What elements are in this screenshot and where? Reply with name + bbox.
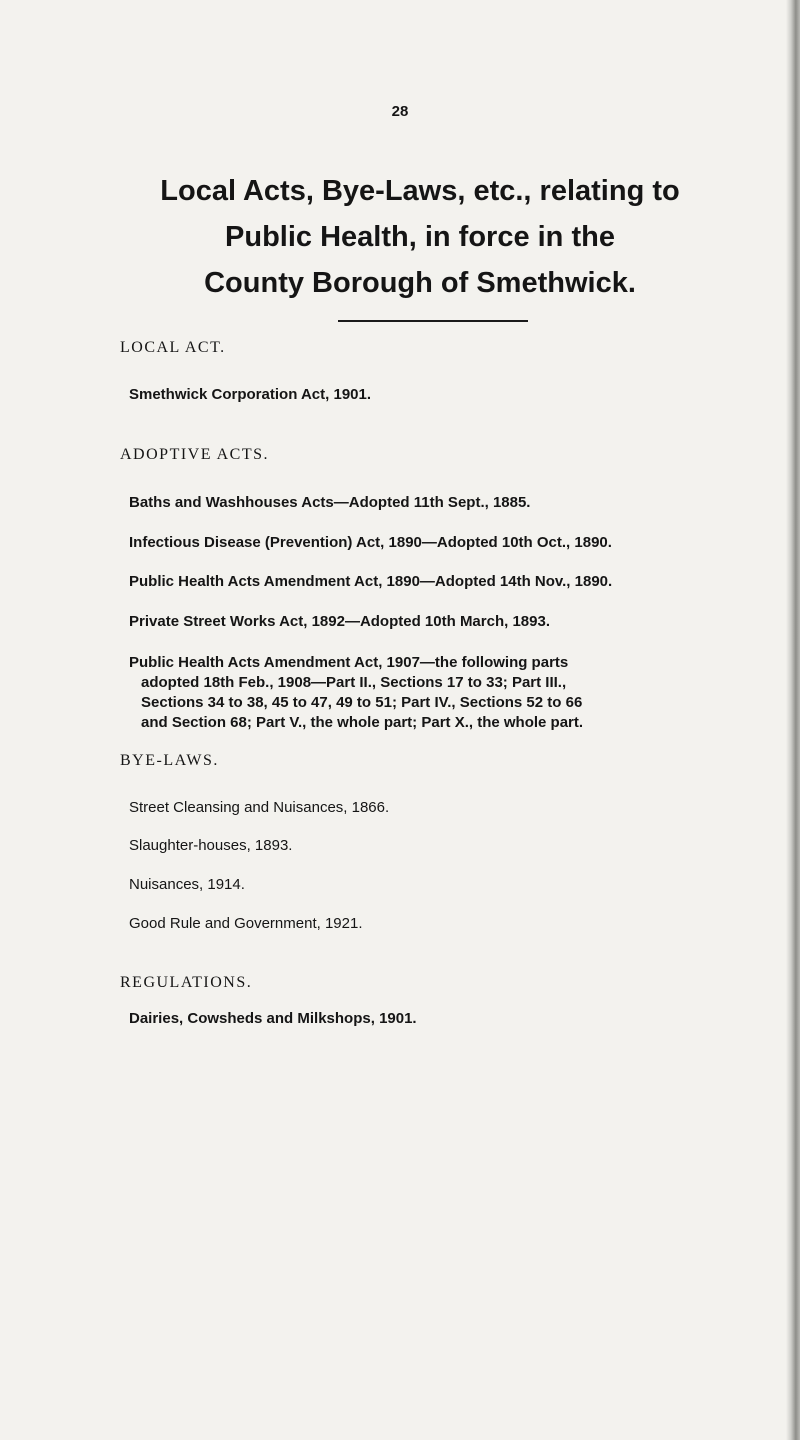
title-line-2: Public Health, in force in the <box>225 221 615 253</box>
long-item-line-2: adopted 18th Feb., 1908—Part II., Sections 17 to 33; Part III., <box>141 674 567 691</box>
bye-law-item: Slaughter-houses, 1893. <box>129 837 293 854</box>
bye-law-item: Street Cleansing and Nuisances, 1866. <box>129 799 390 816</box>
page-edge-shadow <box>786 0 800 1440</box>
bye-law-item: Good Rule and Government, 1921. <box>129 915 363 932</box>
regulations-heading: REGULATIONS. <box>120 974 253 991</box>
bye-law-item: Nuisances, 1914. <box>129 876 245 893</box>
adoptive-act-long-item <box>129 653 749 733</box>
local-act-heading: LOCAL ACT. <box>120 339 226 356</box>
title-divider <box>338 320 528 322</box>
local-act-item: Smethwick Corporation Act, 1901. <box>129 386 372 403</box>
bye-laws-heading: BYE-LAWS. <box>120 752 219 769</box>
page-title <box>140 168 700 306</box>
adoptive-act-item: Public Health Acts Amendment Act, 1890—Adopted 14th Nov., 1890. <box>129 573 613 590</box>
long-item-line-3: Sections 34 to 38, 45 to 47, 49 to 51; Part IV., Sections 52 to 66 <box>141 694 583 711</box>
long-item-line-4: and Section 68; Part V., the whole part; Part X., the whole part. <box>141 714 584 731</box>
adoptive-acts-heading: ADOPTIVE ACTS. <box>120 446 270 463</box>
adoptive-act-item: Baths and Washhouses Acts—Adopted 11th Sept., 1885. <box>129 494 531 511</box>
regulation-item: Dairies, Cowsheds and Milkshops, 1901. <box>129 1010 417 1027</box>
adoptive-act-item: Private Street Works Act, 1892—Adopted 10th March, 1893. <box>129 613 550 630</box>
title-line-3: County Borough of Smethwick. <box>204 267 636 299</box>
page-number: 28 <box>391 103 409 120</box>
long-item-line-1: Public Health Acts Amendment Act, 1907—the following parts <box>129 654 569 671</box>
title-line-1: Local Acts, Bye-Laws, etc., relating to <box>160 175 680 207</box>
adoptive-act-item: Infectious Disease (Prevention) Act, 1890—Adopted 10th Oct., 1890. <box>129 534 612 551</box>
